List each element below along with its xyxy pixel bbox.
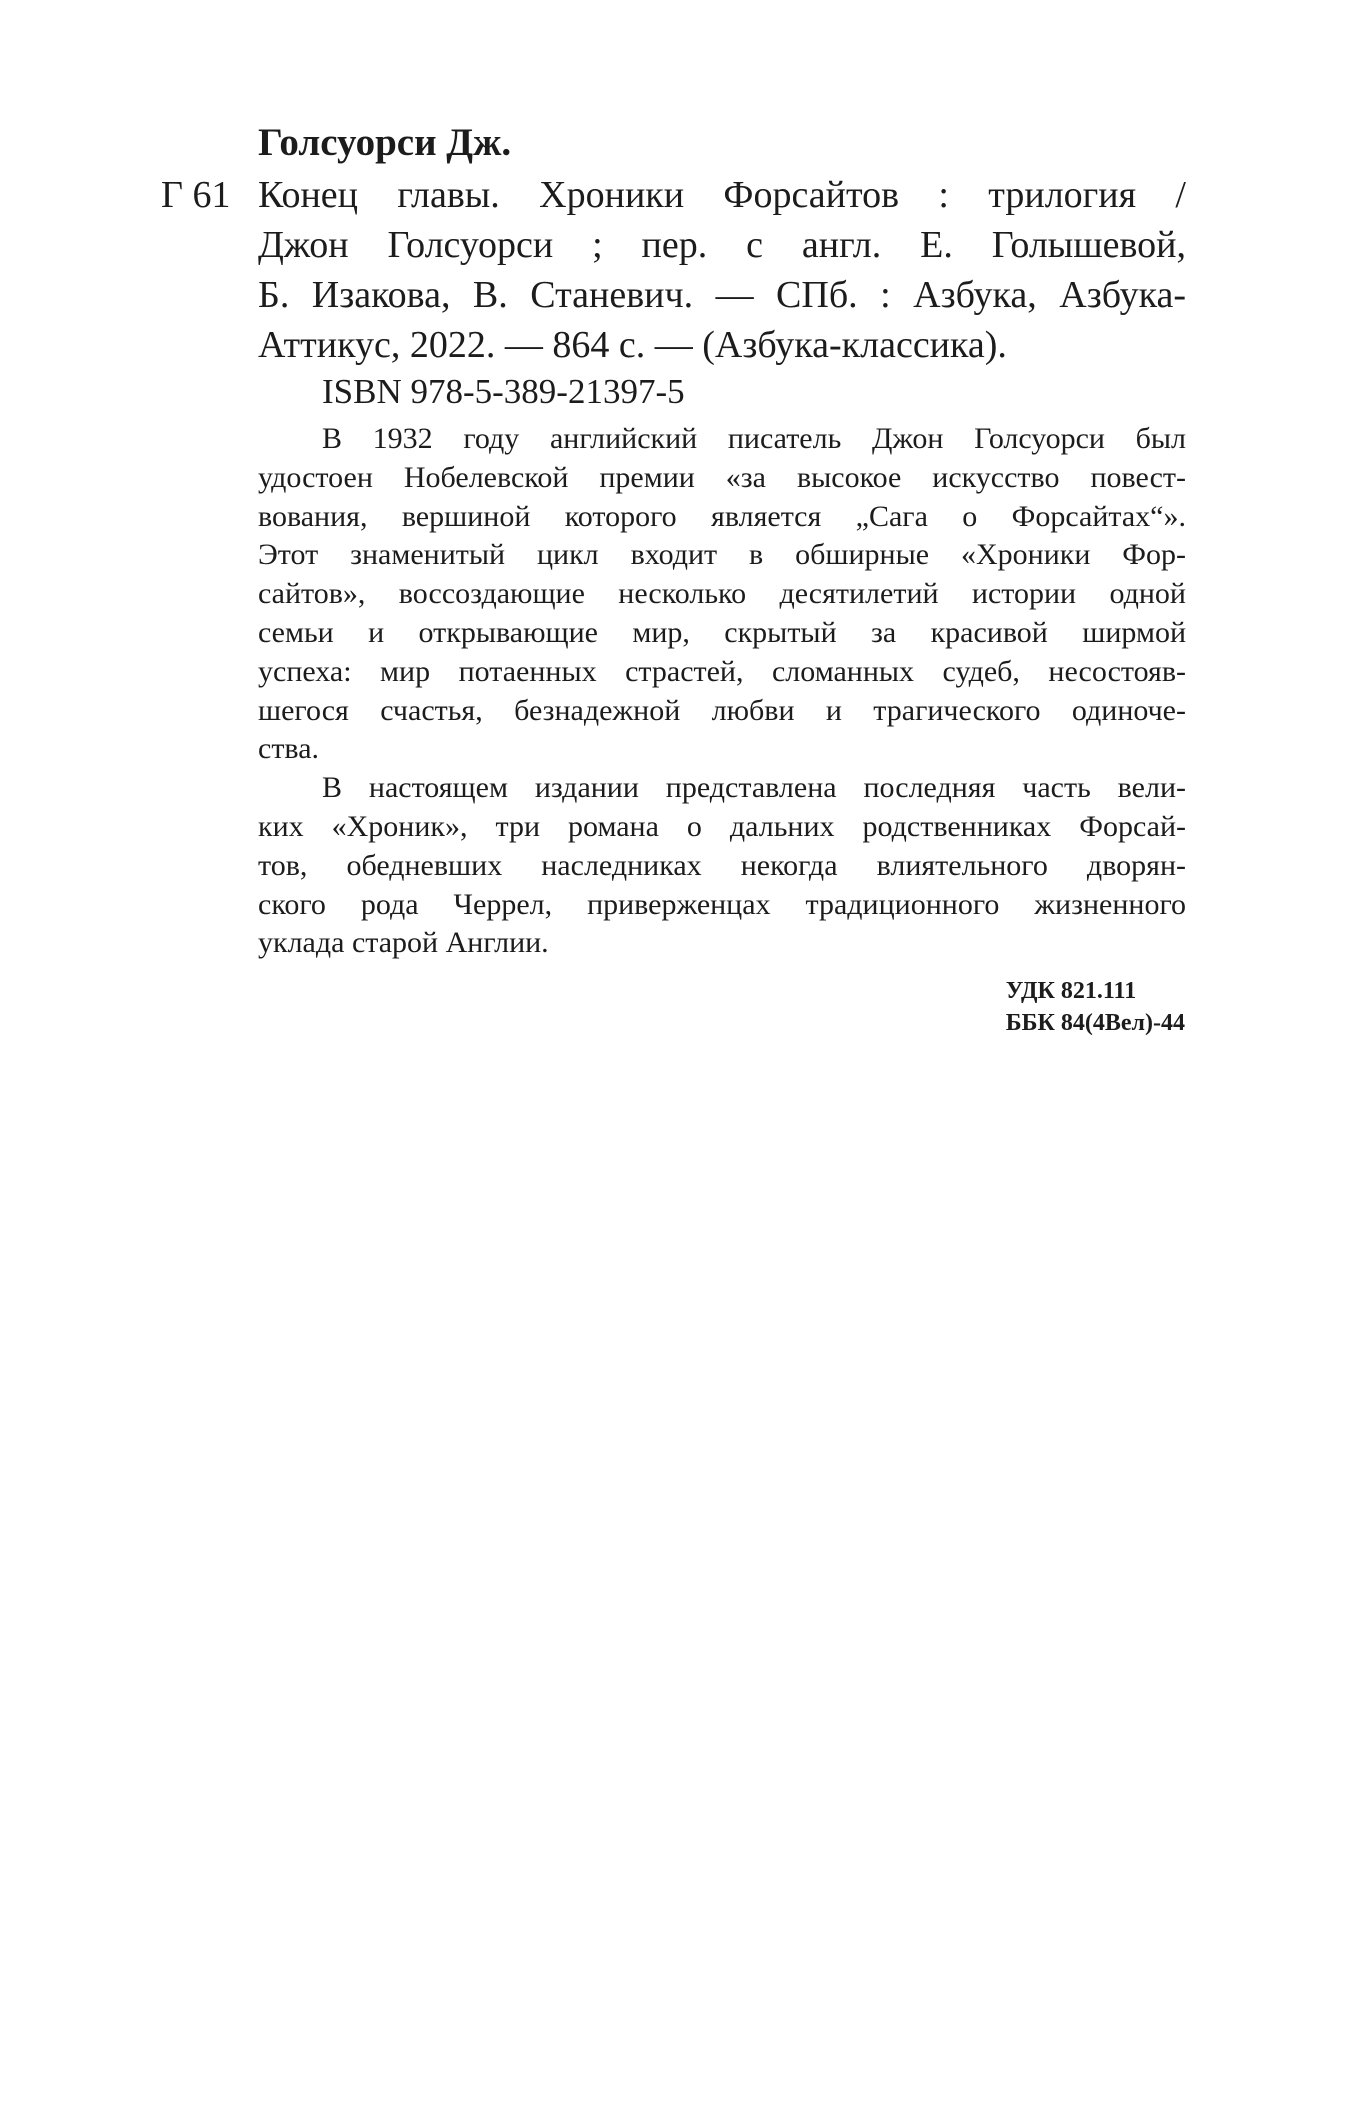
bibliographic-description <box>258 170 1186 370</box>
annotation-line: ства. <box>258 732 320 766</box>
annotation-line: уклада старой Англии. <box>258 926 549 960</box>
annotation <box>258 420 1186 963</box>
bbk-code: ББК 84(4Вел)-44 <box>1005 1010 1185 1036</box>
annotation-line: семьи и открывающие мир, скрытый за красивой ширмой <box>258 615 1186 649</box>
bib-line: Джон Голсуорси ; пер. с англ. Е. Голышевой, <box>258 224 1186 266</box>
annotation-line: удостоен Нобелевской премии «за высокое искусство повест- <box>258 460 1186 494</box>
annotation-line: В настоящем издании представлена последняя часть вели- <box>322 771 1186 805</box>
author-heading: Голсуорси Дж. <box>258 121 512 164</box>
isbn: ISBN 978-5-389-21397-5 <box>322 372 685 411</box>
classification-codes <box>1006 975 1185 1039</box>
udk-code: УДК 821.111 <box>1005 978 1137 1004</box>
annotation-line: шегося счастья, безнадежной любви и трагического одиноче- <box>258 693 1186 727</box>
annotation-line: Этот знаменитый цикл входит в обширные «Хроники Фор- <box>258 538 1186 572</box>
bib-line: Аттикус, 2022. — 864 с. — (Азбука-классика). <box>258 324 1007 366</box>
bib-line: Б. Изакова, В. Станевич. — СПб. : Азбука, Азбука- <box>258 274 1186 316</box>
annotation-line: вования, вершиной которого является „Сага о Форсайтах“». <box>258 499 1186 533</box>
annotation-line: тов, обедневших наследниках некогда влиятельного дворян- <box>258 848 1186 882</box>
annotation-line: сайтов», воссоздающие несколько десятилетий истории одной <box>258 577 1186 611</box>
shelf-mark: Г 61 <box>161 174 231 216</box>
annotation-line: успеха: мир потаенных страстей, сломанных судеб, несостояв- <box>258 654 1186 688</box>
annotation-line: В 1932 году английский писатель Джон Голсуорси был <box>322 422 1186 455</box>
annotation-line: ких «Хроник», три романа о дальних родственниках Форсай- <box>258 809 1186 843</box>
annotation-line: ского рода Черрел, приверженцах традиционного жизненного <box>258 887 1186 921</box>
bib-line: Конец главы. Хроники Форсайтов : трилогия / <box>258 174 1186 216</box>
